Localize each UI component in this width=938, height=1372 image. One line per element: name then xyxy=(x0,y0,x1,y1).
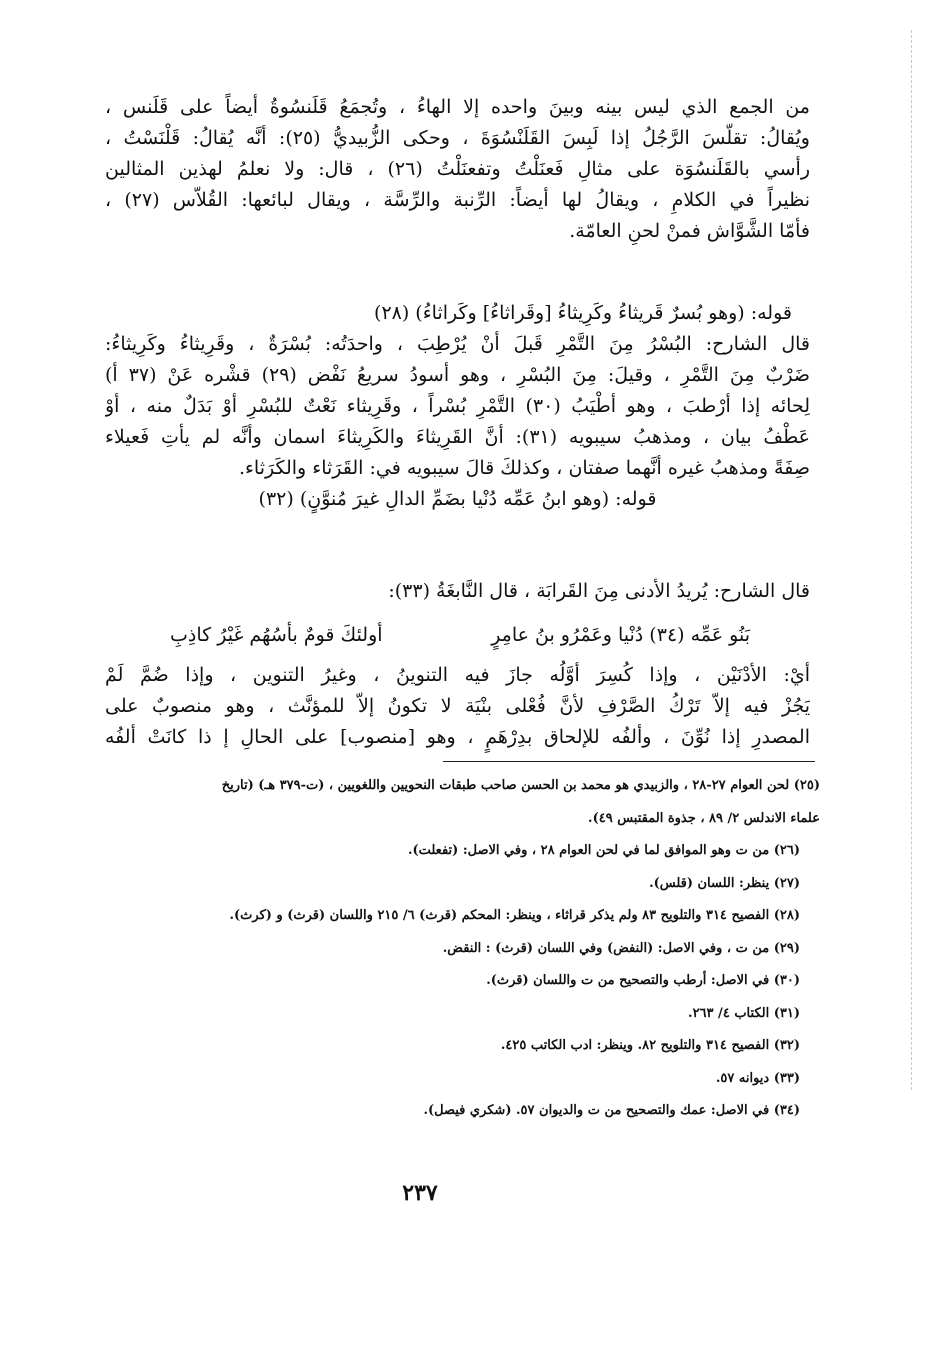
text-line: لِحائه إذا أرْطبَ ، وهو أطْيَبُ (٣٠) التَّمْرِ بُسْراً ، وقَرِيثاء نَعْتٌ للبُسْرِ أوْ بَدَلٌ منه ، أوْ xyxy=(105,395,810,417)
footnote: (٣٢) الفصيح ٣١٤ والتلويح ٨٢. وينظر: ادب الكاتب ٤٢٥. xyxy=(500,1038,800,1053)
poetry-verse xyxy=(170,620,750,651)
footnote: (٢٥) لحن العوام ٢٧-٢٨ ، والزبيدي هو محمد بن الحسن صاحب طبقات النحويين واللغويين ، (ت-٣٧٩ هـ) (تاريخ xyxy=(221,778,820,793)
footnote-separator xyxy=(443,761,815,762)
text-line: رأسي بالقَلَنسُوَة على مثالِ فَعنَلْتُ وتفعنَلْتُ (٢٦) ، قال: ولا نعلمُ لهذين المثالين xyxy=(105,158,810,180)
verse-second-hemistich: أولئكَ قومٌ بأسُهُم غَيْرُ كاذِبِ xyxy=(170,624,383,646)
page-edge-line xyxy=(911,30,912,1090)
paragraph-1 xyxy=(105,92,810,247)
footnote: (٣١) الكتاب ٤/ ٢٦٣. xyxy=(688,1005,800,1021)
footnote: (٣٣) ديوانه ٥٧. xyxy=(715,1070,800,1086)
footnote: (٣٤) في الاصل: عمك والتصحيح من ت والديوان ٥٧. (شكري فيصل). xyxy=(423,1103,800,1118)
paragraph-2 xyxy=(105,298,810,515)
footnotes xyxy=(100,770,820,1128)
text-line: صِفَةً ومذهبُ غيره أنَّهما صفتان ، وكذلكَ قالَ سيبويه في: القَرَثاء والكَرَثاء. xyxy=(238,457,810,479)
footnote: (٢٧) ينظر: اللسان (قلس). xyxy=(649,875,800,891)
text-line: أيْ: الأدْنَيْن ، وإذا كُسِرَ أوَّلُه جازَ فيه التنوينُ ، وغيرُ التنوين ، وإذا ضُمَّ لَمْ xyxy=(105,664,810,686)
footnote: علماء الاندلس ٢/ ٨٩ ، جذوة المقتبس ٤٩). xyxy=(588,810,820,826)
verse-first-hemistich: بَنُو عَمِّه (٣٤) دُنْيا وعَمْرُو بنُ عامِرٍ xyxy=(491,624,750,646)
text-line: المصدرِ إذا نُوِّنَ ، وألفُه للإلحاق بدِرْهَمٍ ، وهو [منصوب] على الحالِ إ ذا كانَتْ ألفُه xyxy=(105,726,810,748)
paragraph-3 xyxy=(105,576,810,607)
text-line: ويُقالُ: تقلَّسَ الرَّجُلُ إذا لَبِسَ القَلَنْسُوَةَ ، وحكى الزُّبيديُّ (٢٥): أنَّه يُقالُ: قَلْنَسْتُ ، xyxy=(105,127,810,149)
quote-line: قوله: (وهو ابنُ عَمِّه دُنْيا بضَمِّ الدالِ غيرَ مُنوَّنٍ) (٣٢) xyxy=(258,488,657,510)
text-line: ضَرْبٌ مِنَ التَّمْرِ ، وقيلَ: مِنَ البُسْرِ ، وهو أسودُ سريعُ نَفْض (٢٩) قشْره عَنْ (٣٧ أ) xyxy=(105,364,810,386)
text-line: عَطْفُ بيان ، ومذهبُ سيبويه (٣١): أنَّ القَرِيثاءَ والكَرِيثاءَ اسمان وأنَّه لم يأتِ فَعيلاء xyxy=(105,426,810,448)
text-line: فأمّا الشَّوَّاش فمنْ لحنِ العامّة. xyxy=(569,220,810,242)
quote-line: قوله: (وهو بُسرٌ قَريثاءُ وكَرِيثاءُ [وقَراثاءُ] وكَراثاءُ) (٢٨) xyxy=(374,302,792,324)
text-line: قال الشارح: يُريدُ الأدنى مِنَ القَرابَة ، قال النَّابغَةُ (٣٣): xyxy=(388,580,810,602)
text-line: يَجُزْ فيه إلاّ تَرْكُ الصَّرْفِ لأنَّ فُعْلى بنْيَة لا تكونُ إلاّ للمؤنَّث ، وهو منصوبٌ على xyxy=(105,695,810,717)
footnote: (٣٠) في الاصل: أرطب والتصحيح من ت واللسان (قرث). xyxy=(486,973,800,988)
paragraph-4 xyxy=(105,660,810,753)
page-number: ٢٣٧ xyxy=(402,1180,438,1206)
footnote: (٢٩) من ت ، وفي الاصل: (النفض) وفي اللسان (قرث) : النقض. xyxy=(442,940,800,956)
text-line: قال الشارح: البُسْرُ مِنَ التَّمْرِ قَبلَ أنْ يُرْطِبَ ، واحدَتُه: بُسْرَةٌ ، وقَرِيثاءُ وكَرِيثاءُ: xyxy=(105,333,810,355)
text-line: من الجمع الذي ليس بينه وبينَ واحده إلا الهاءُ ، وتُجمَعُ قَلَنسُوةُ أيضاً على قَلَنس ، xyxy=(105,96,810,118)
text-line: نظيراً في الكلامِ ، ويقالُ لها أيضاً: الرِّنبة والرِّسَّة ، ويقال لبائعها: القُلاّس (٢٧) ، xyxy=(105,189,810,211)
footnote: (٢٦) من ت وهو الموافق لما في لحن العوام ٢٨ ، وفي الاصل: (تفعلت). xyxy=(407,843,800,858)
footnote: (٢٨) الفصيح ٣١٤ والتلويح ٨٣ ولم يذكر قراثاء ، وينظر: المحكم (قرث) ٦/ ٢١٥ واللسان (قرث) و (كرث). xyxy=(229,908,800,923)
